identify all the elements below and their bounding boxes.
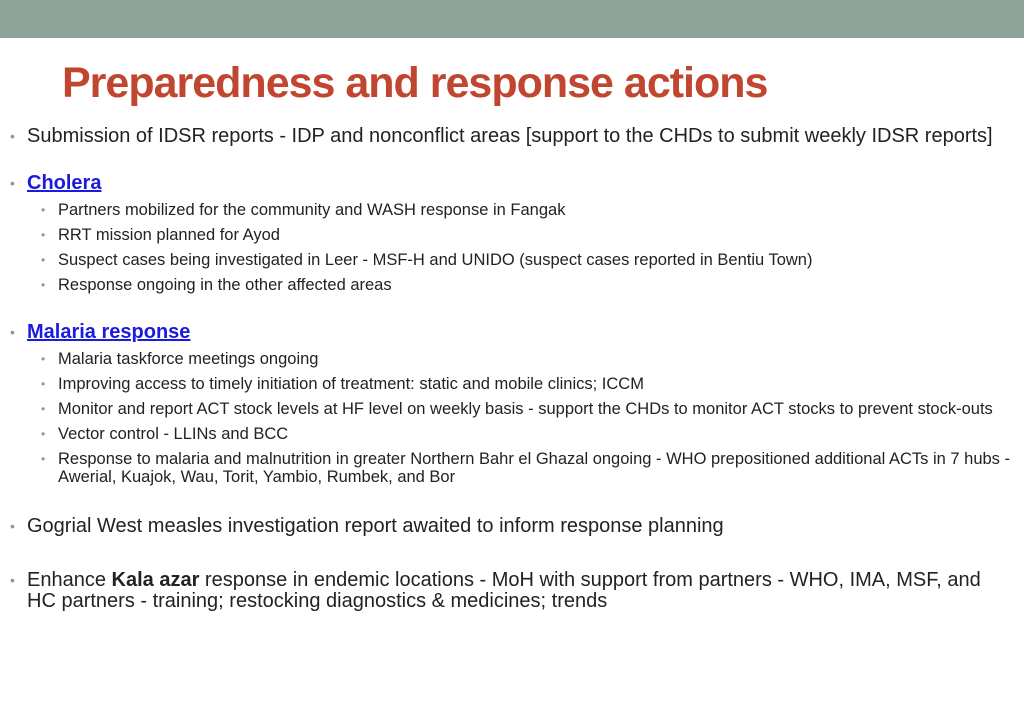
bullet-icon: •	[10, 518, 15, 534]
sub-item-text: Vector control - LLINs and BCC	[58, 425, 289, 443]
item-text-prefix: Enhance	[27, 569, 112, 591]
bullet-icon: •	[10, 175, 15, 191]
bullet-icon: •	[41, 253, 46, 267]
cholera-link[interactable]: Cholera	[27, 172, 102, 194]
bullet-icon: •	[41, 402, 46, 416]
bullet-icon: •	[41, 228, 46, 242]
bullet-icon: •	[10, 128, 15, 144]
sub-item	[10, 375, 1010, 393]
sub-item-text: Malaria taskforce meetings ongoing	[58, 350, 319, 368]
sub-item-text: Monitor and report ACT stock levels at HF level on weekly basis - support the CHDs to monitor ACT stocks to prevent stock-outs	[58, 400, 993, 418]
sub-item	[10, 425, 1010, 443]
bullet-icon: •	[10, 324, 15, 340]
sub-item-text: Suspect cases being investigated in Leer - MSF-H and UNIDO (suspect cases reported in Bentiu Town)	[58, 251, 813, 269]
sub-item	[10, 276, 1010, 294]
top-banner	[0, 0, 1024, 38]
list-item-cholera	[10, 173, 1010, 194]
bullet-icon: •	[41, 278, 46, 292]
sub-item-text: RRT mission planned for Ayod	[58, 226, 280, 244]
sub-item-text: Response ongoing in the other affected areas	[58, 276, 392, 294]
sub-item	[10, 201, 1010, 219]
bullet-icon: •	[41, 203, 46, 217]
bullet-icon: •	[41, 452, 46, 466]
sub-item	[10, 226, 1010, 244]
list-item-kala-azar	[10, 570, 1010, 612]
item-text: Gogrial West measles investigation report awaited to inform response planning	[27, 515, 724, 537]
bullet-icon: •	[10, 572, 15, 588]
sub-item-text: Improving access to timely initiation of treatment: static and mobile clinics; ICCM	[58, 375, 644, 393]
sub-item	[10, 400, 1010, 418]
item-text-suffix: response in endemic locations - MoH with support from partners - WHO, IMA, MSF, and HC partners - training; restocking diagnostics & medicines; trends	[27, 569, 981, 612]
sub-item	[10, 251, 1010, 269]
kala-azar-bold: Kala azar	[111, 569, 200, 591]
sub-item	[10, 350, 1010, 368]
bullet-list	[10, 126, 1010, 612]
bullet-icon: •	[41, 352, 46, 366]
list-item-malaria	[10, 322, 1010, 343]
sub-item-text: Response to malaria and malnutrition in greater Northern Bahr el Ghazal ongoing - WHO prepositioned additional ACTs in 7 hubs - Awerial, Kuajok, Wau, Torit, Yambio, Rumbek, and Bor	[58, 450, 1011, 486]
sub-item	[10, 450, 1010, 486]
slide-title: Preparedness and response actions	[62, 59, 768, 107]
list-item-idsr	[10, 126, 1010, 147]
list-item-measles	[10, 516, 1010, 537]
bullet-icon: •	[41, 427, 46, 441]
bullet-icon: •	[41, 377, 46, 391]
item-text: Submission of IDSR reports - IDP and nonconflict areas [support to the CHDs to submit weekly IDSR reports]	[27, 125, 993, 147]
sub-item-text: Partners mobilized for the community and WASH response in Fangak	[58, 201, 566, 219]
malaria-response-link[interactable]: Malaria response	[27, 321, 191, 343]
